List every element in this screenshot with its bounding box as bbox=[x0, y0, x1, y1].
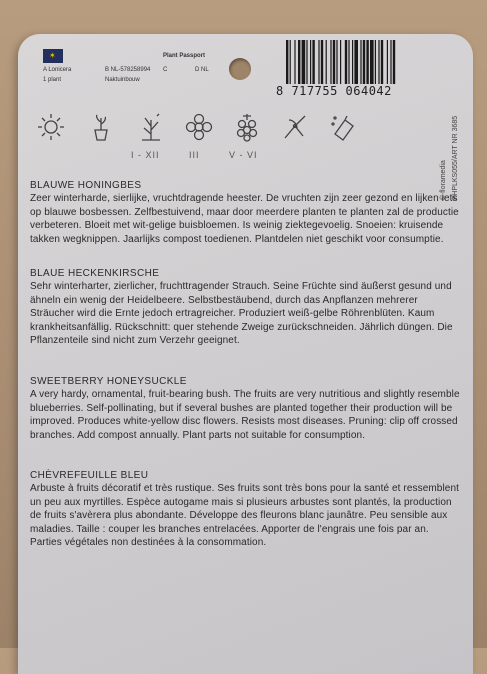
section-french bbox=[30, 470, 460, 550]
barcode-bar bbox=[375, 40, 376, 84]
care-icons bbox=[37, 112, 367, 162]
berries-icon bbox=[233, 112, 261, 142]
barcode-bar bbox=[312, 40, 314, 84]
eu-flag-icon bbox=[43, 49, 63, 63]
barcode-bar bbox=[330, 40, 331, 84]
barcode-bar bbox=[390, 40, 391, 84]
barcode-bar bbox=[336, 40, 337, 84]
section-text: Arbuste à fruits décoratif et très rustique. Ses fruits sont très bons pour la santé et ressemblent un peu aux myrtilles. Espèce autogame mais si plusieurs arbustes sont plantés, la production de fruits s'avèrera plus abondante. Développe des fleurons blanc jaunâtre. Peu sensible aux maladies. Taille : couper les branches entrelacées. Apporter de l'engrais une fois par an. Parties végétales non destinées à la consommation. bbox=[30, 483, 459, 548]
barcode-bar bbox=[363, 40, 365, 84]
passport-field-e: 1 plant bbox=[43, 77, 62, 83]
barcode-bar bbox=[393, 40, 395, 84]
barcode-bar bbox=[381, 40, 383, 84]
pot-plant-icon bbox=[87, 112, 115, 142]
plant-passport bbox=[43, 49, 218, 89]
fertilizer-icon bbox=[329, 112, 357, 142]
barcode-bar bbox=[333, 40, 335, 84]
passport-field-d: D NL bbox=[195, 67, 209, 73]
barcode-bar bbox=[354, 40, 358, 84]
flowering-months: III bbox=[189, 150, 200, 160]
hanging-hole bbox=[229, 58, 251, 80]
barcode-bar bbox=[345, 40, 347, 84]
barcode-bar bbox=[290, 40, 291, 84]
section-dutch bbox=[30, 180, 460, 246]
passport-field-f: Naktuinbouw bbox=[105, 77, 140, 83]
barcode-bar bbox=[302, 40, 306, 84]
barcode-bar bbox=[306, 40, 307, 84]
barcode-bar bbox=[286, 40, 288, 84]
barcode-bar bbox=[326, 40, 327, 84]
barcode-bar bbox=[352, 40, 353, 84]
passport-field-a: A Lonicera bbox=[43, 67, 72, 73]
barcode-bar bbox=[340, 40, 341, 84]
barcode-bar bbox=[378, 40, 379, 84]
brand-text: © floramedia bbox=[440, 160, 447, 200]
planting-months: I - XII bbox=[131, 150, 160, 160]
barcode-bar bbox=[294, 40, 295, 84]
section-text: A very hardy, ornamental, fruit-bearing bush. The fruits are very nutritious and slightly resemble blueberries. Self-pollinating, but if several bushes are planted together their production will be improved. Produces white-yellow disc flowers. Resists most diseases. Pruning: clip off crossed branches. Add compost annually. Plant parts not suitable for consumption. bbox=[30, 389, 460, 441]
barcode-bar bbox=[321, 40, 323, 84]
section-heading: CHÈVREFEUILLE BLEU bbox=[30, 470, 149, 481]
section-heading: SWEETBERRY HONEYSUCKLE bbox=[30, 376, 187, 387]
section-heading: BLAUE HECKENKIRSCHE bbox=[30, 268, 160, 279]
passport-field-b: B NL-578258994 bbox=[105, 67, 151, 73]
section-heading: BLAUWE HONINGBES bbox=[30, 180, 142, 191]
barcode bbox=[286, 40, 441, 84]
section-text: Zeer winterharde, sierlijke, vruchtdragende heester. De vruchten zijn zeer gezond en lijken iets op blauwe bosbessen. Zelfbestuivend, maar door meerdere planten te planten zal de productie verbeteren. Bloeit met wit-gelige buisbloemen. Is weinig ziektegevoelig. Snoeien: kruisende takken wegknippen. Jaarlijks compost toedienen. Plantdelen niet geschikt voor consumptie. bbox=[30, 193, 459, 245]
barcode-bar bbox=[348, 40, 349, 84]
barcode-bar bbox=[387, 40, 388, 84]
planting-icon bbox=[137, 112, 165, 142]
barcode-number: 8 717755 064042 bbox=[276, 84, 392, 98]
passport-field-c: C bbox=[163, 67, 168, 73]
barcode-bar bbox=[366, 40, 368, 84]
article-code: FHPLKS055/ART NR 3685 bbox=[452, 115, 459, 200]
secateurs-icon bbox=[281, 112, 309, 142]
section-text: Sehr winterharter, zierlicher, fruchttragender Strauch. Seine Früchte sind äußerst gesund und ähneln ein wenig der Heidelbeere. Selbstbestäubend, durch das Anpflanzen mehrerer Sträucher wird die Ernte jedoch ertragreicher. Produziert weiß-gelbe Röhrenblüten. Kaum krankheitsanfällig. Rückschnitt: quer stehende Zweige zurückschneiden. Jährlich düngen. Die Pflanzenteile sind nicht zum Verzehr geeignet. bbox=[30, 281, 453, 346]
barcode-bar bbox=[298, 40, 300, 84]
sun-icon bbox=[37, 112, 65, 142]
barcode-bar bbox=[318, 40, 319, 84]
passport-title: Plant Passport bbox=[163, 53, 206, 59]
barcode-bar bbox=[360, 40, 361, 84]
harvest-months: V - VI bbox=[229, 150, 258, 160]
barcode-bar bbox=[310, 40, 311, 84]
section-english bbox=[30, 376, 460, 442]
section-german bbox=[30, 268, 460, 348]
barcode-bar bbox=[370, 40, 374, 84]
flower-icon bbox=[185, 112, 213, 142]
